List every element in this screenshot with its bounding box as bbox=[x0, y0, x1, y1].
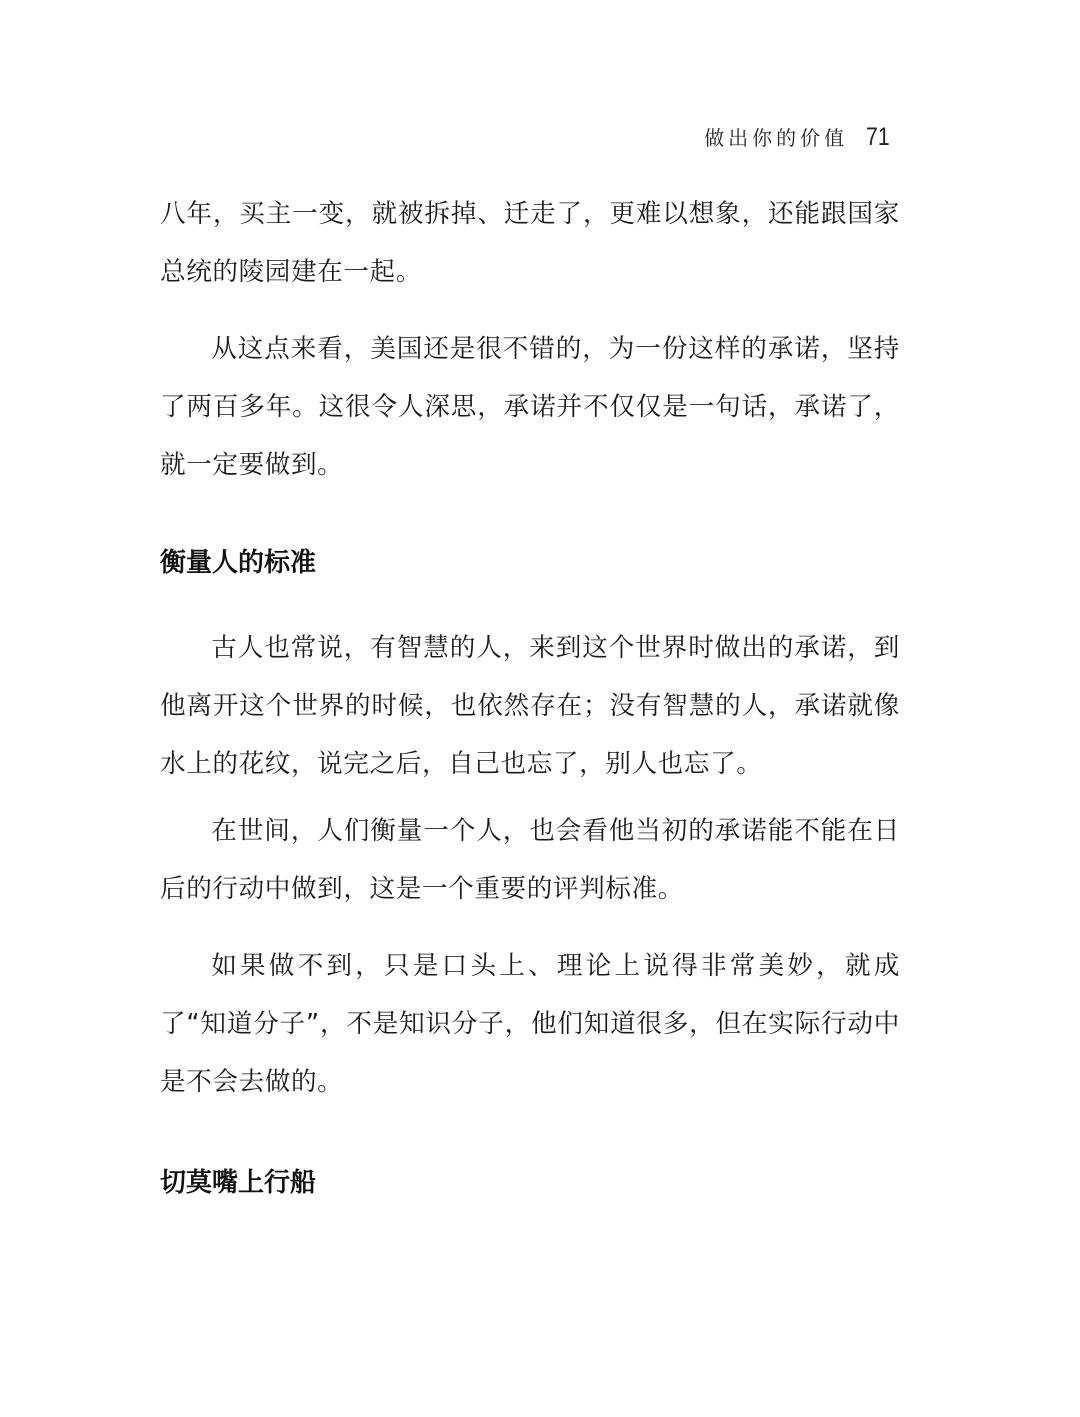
section-heading-measure: 衡量人的标准 bbox=[160, 548, 317, 578]
section-heading-talk: 切莫嘴上行船 bbox=[160, 1168, 317, 1198]
page-number: 71 bbox=[866, 123, 890, 151]
paragraph-knowing-elite: 如果做不到，只是口头上、理论上说得非常美妙，就成了“知道分子”，不是知识分子，他们知道很多，但在实际行动中是不会去做的。 bbox=[160, 951, 900, 1097]
paragraph-promise-reflection: 从这点来看，美国还是很不错的，为一份这样的承诺，坚持了两百多年。这很令人深思，承诺并不仅仅是一句话，承诺了，就一定要做到。 bbox=[160, 334, 900, 480]
paragraph-ancient-wisdom: 古人也常说，有智慧的人，来到这个世界时做出的承诺，到他离开这个世界的时候，也依然存在；没有智慧的人，承诺就像水上的花纹，说完之后，自己也忘了，别人也忘了。 bbox=[160, 633, 900, 779]
paragraph-world-standard: 在世间，人们衡量一个人，也会看他当初的承诺能不能在日后的行动中做到，这是一个重要的评判标准。 bbox=[160, 816, 900, 904]
running-header-title: 做出你的价值 bbox=[704, 126, 849, 150]
running-header bbox=[704, 122, 894, 158]
paragraph-continued: 八年，买主一变，就被拆掉、迁走了，更难以想象，还能跟国家总统的陵园建在一起。 bbox=[160, 199, 900, 287]
